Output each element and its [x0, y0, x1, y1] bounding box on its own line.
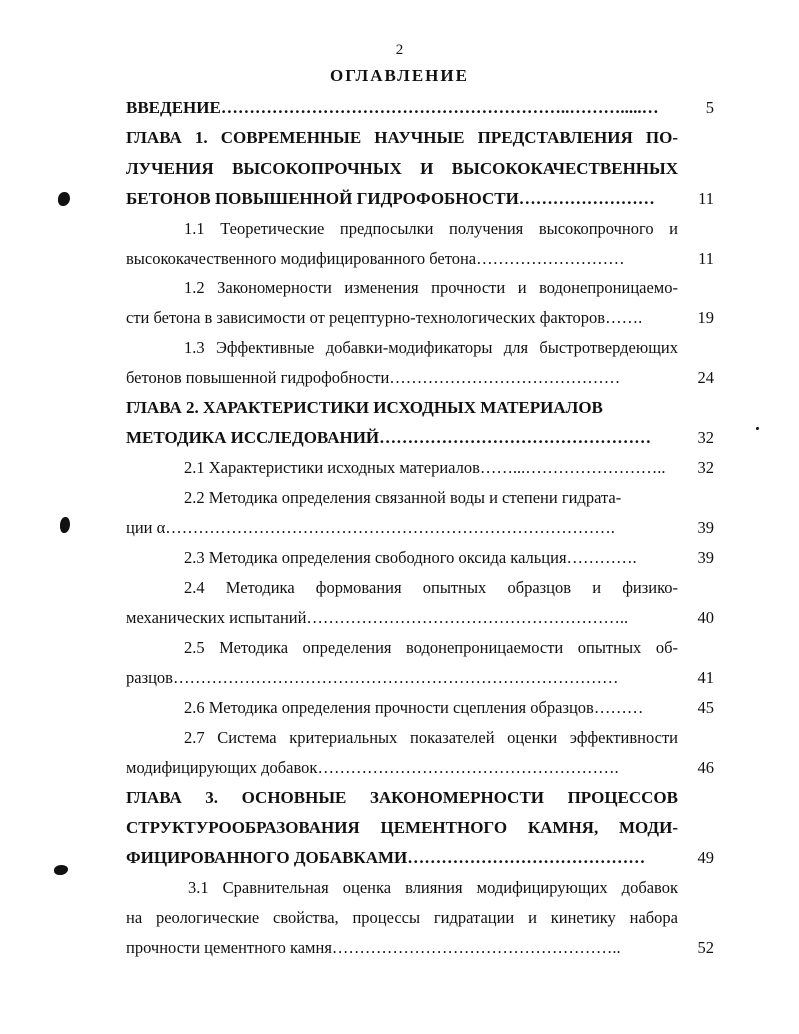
page-number: 2: [395, 42, 404, 58]
toc-line: МЕТОДИКА ИССЛЕДОВАНИЙ…………………………………………: [126, 428, 652, 447]
toc-line: 1.3 Эффективные добавки-модификаторы для быстротвердеющих: [184, 338, 678, 357]
toc-line: ГЛАВА 2. ХАРАКТЕРИСТИКИ ИСХОДНЫХ МАТЕРИАЛОВ: [126, 398, 603, 417]
toc-page-number: 46: [697, 758, 714, 777]
toc-page-number: 39: [697, 518, 714, 537]
toc-line: БЕТОНОВ ПОВЫШЕННОЙ ГИДРОФОБНОСТИ……………………: [126, 189, 655, 208]
toc-line: модифицирующих добавок……………………………………………….: [126, 758, 619, 777]
toc-line: 2.7 Система критериальных показателей оценки эффективности: [184, 728, 678, 747]
toc-title: ОГЛАВЛЕНИЕ: [330, 66, 469, 85]
toc-line: на реологические свойства, процессы гидратации и кинетику набора: [126, 908, 678, 927]
toc-line: механических испытаний…………………………………………………..: [126, 608, 629, 627]
toc-line: сти бетона в зависимости от рецептурно-технологических факторов…….: [126, 308, 643, 327]
toc-line: ЛУЧЕНИЯ ВЫСОКОПРОЧНЫХ И ВЫСОКОКАЧЕСТВЕННЫХ: [126, 159, 678, 178]
toc-page-number: 5: [705, 98, 714, 117]
toc-line: СТРУКТУРООБРАЗОВАНИЯ ЦЕМЕНТНОГО КАМНЯ, МОДИ-: [126, 818, 678, 837]
toc-line: ВВЕДЕНИЕ……………………………………………………..……….....…: [126, 98, 659, 117]
toc-line: 2.4 Методика формования опытных образцов и физико-: [184, 578, 678, 597]
toc-page-number: 41: [697, 668, 714, 687]
toc-page-number: 24: [697, 368, 714, 387]
toc-page-number: 40: [697, 608, 714, 627]
toc-line: ФИЦИРОВАННОГО ДОБАВКАМИ……………………………………: [126, 848, 646, 867]
toc-line: 2.3 Методика определения свободного оксида кальция………….: [184, 548, 637, 567]
toc-line: 2.5 Методика определения водонепроницаемости опытных об-: [184, 638, 678, 657]
toc-page-number: 19: [697, 308, 714, 327]
toc-line: прочности цементного камня……………………………………………..: [126, 938, 621, 957]
toc-line: ГЛАВА 1. СОВРЕМЕННЫЕ НАУЧНЫЕ ПРЕДСТАВЛЕНИЯ ПО-: [126, 128, 678, 147]
toc-page-number: 52: [697, 938, 714, 957]
scan-speck-mark: [58, 192, 70, 206]
toc-line: 2.2 Методика определения связанной воды и степени гидрата-: [184, 488, 622, 507]
toc-page-number: 45: [697, 698, 714, 717]
toc-line: ции α……………………………………………………………………….: [126, 518, 615, 537]
toc-line: высококачественного модифицированного бетона………………………: [126, 249, 625, 268]
toc-page-number: 11: [698, 189, 714, 208]
toc-line: ГЛАВА 3. ОСНОВНЫЕ ЗАКОНОМЕРНОСТИ ПРОЦЕССОВ: [126, 788, 678, 807]
toc-line: разцов………………………………………………………………………: [126, 668, 619, 687]
toc-page-number: 49: [697, 848, 714, 867]
toc-page-number: 32: [697, 458, 714, 477]
toc-line: 1.1 Теоретические предпосылки получения высокопрочного и: [184, 219, 678, 238]
toc-line: 2.6 Методика определения прочности сцепления образцов………: [184, 698, 644, 717]
scan-dot-mark: [756, 427, 759, 430]
toc-line: 2.1 Характеристики исходных материалов……...……………………..: [184, 458, 666, 477]
toc-page-number: 39: [697, 548, 714, 567]
toc-page-number: 32: [697, 428, 714, 447]
scan-speck-mark: [60, 517, 70, 533]
toc-line: 3.1 Сравнительная оценка влияния модифицирующих добавок: [188, 878, 678, 897]
toc-page-number: 11: [698, 249, 714, 268]
scan-speck-mark: [54, 865, 68, 875]
toc-line: бетонов повышенной гидрофобности……………………………………: [126, 368, 621, 387]
toc-line: 1.2 Закономерности изменения прочности и водонепроницаемо-: [184, 278, 678, 297]
